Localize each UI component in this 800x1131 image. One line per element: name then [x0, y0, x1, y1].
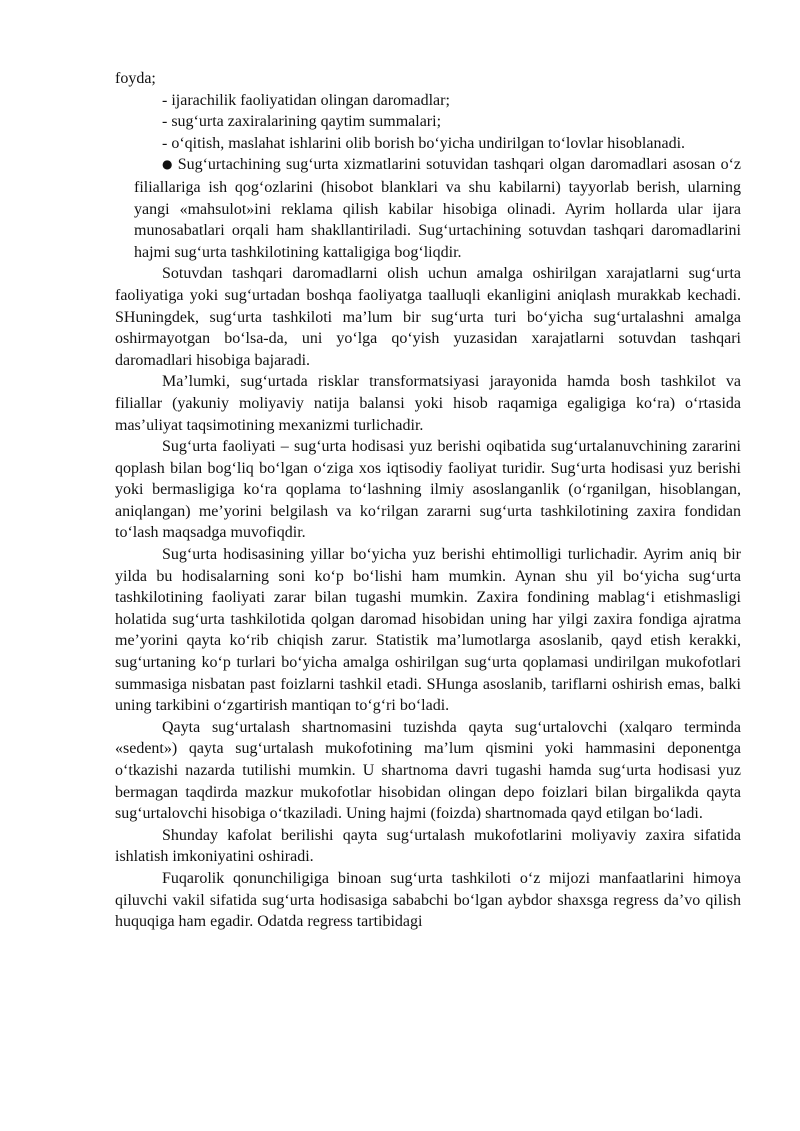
paragraph-risk-transformation: Ma’lumki, sug‘urtada risklar transformatsiyasi jarayonida hamda bosh tashkilot va filiallar (yakuniy moliyaviy natija balansi yoki hisob raqamiga egaligiga ko‘ra) o‘rtasida mas’uliyat taqsimotining mexanizmi turlichadir.: [115, 373, 741, 434]
paragraph-event-probability: Sug‘urta hodisasining yillar bo‘yicha yuz berishi ehtimolligi turlichadir. Ayrim aniq bir yilda bu hodisalarning soni ko‘p bo‘lishi ham mumkin. Aynan shu yil bo‘yicha sug‘urta tashkilotining faoliyati zarar bilan tugashi mumkin. Zaxira fondining mablag‘i etishmasligi holatida sug‘urta tashkilotida qolgan daromad hisobidan uning har yilgi zaxira fondiga ajratma me’yorini qayta ko‘rib chiqish zarur. Statistik ma’lumotlarga asoslanib, qayd etish kerakki, sug‘urtaning ko‘p turlari bo‘yicha amalga oshirilgan sug‘urta qoplamasi undirilgan mukofotlari summasiga nisbatan past foizlarni tashkil etadi. SHunga asoslanib, tariflarni oshirish emas, balki uning tarkibini o‘zgartirish mantiqan to‘g‘ri bo‘ladi.: [115, 546, 741, 715]
paragraph-insurance-activity: Sug‘urta faoliyati – sug‘urta hodisasi yuz berishi oqibatida sug‘urtalanuvchining zararini qoplash bilan bog‘liq bo‘lgan o‘ziga xos iqtisodiy faoliyat turidir. Sug‘urta hodisasi yuz berishi yoki bermasligiga ko‘ra qoplama to‘lashning ilmiy asoslanganlik (o‘rganilgan, hisoblangan, aniqlangan) me’yorini belgilash va ko‘rilgan zararni sug‘urta tashkilotining zaxira fondidan to‘lash maqsadga muvofiqdir.: [115, 438, 741, 542]
paragraph-reinsurance-contract: Qayta sug‘urtalash shartnomasini tuzishda qayta sug‘urtalovchi (xalqaro terminda «sedent») qayta sug‘urtalash mukofotining ma’lum qismini yoki hammasini deponentga o‘tkazishi nazarda tutilishi mumkin. U shartnoma davri tugashi hamda sug‘urta hodisasi yuz bermagan taqdirda mazkur mukofotlar hisobidan olingan depo foizlari bilan birgalikda qayta sug‘urtalovchi hisobiga o‘tkaziladi. Uning hajmi (foizda) shartnomada qayd etilgan bo‘ladi.: [115, 718, 741, 823]
bullet-paragraph: [115, 154, 741, 263]
dash-item-rental-income: - ijarachilik faoliyatidan olingan daromadlar;: [162, 91, 450, 109]
paragraph-guarantee: Shunday kafolat berilishi qayta sug‘urtalash mukofotlarini moliyaviy zaxira sifatida ishlatish imkoniyatini oshiradi.: [115, 826, 741, 866]
document-page: [115, 68, 741, 933]
paragraph-expenses: Sotuvdan tashqari daromadlarni olish uchun amalga oshirilgan xarajatlarni sug‘urta faoliyatiga yoki sug‘urtadan boshqa faoliyatga taalluqli ekanligini aniqlash murakkab kechadi. SHuningdek, sug‘urta tashkiloti ma’lum bir sug‘urta turi bo‘yicha sug‘urtalashni amalga oshirmayotgan bo‘lsa-da, uni yo‘lga qo‘yish yuzasidan xarajatlarni sotuvdan tashqari daromadlari hisobiga bajaradi.: [115, 265, 741, 369]
dash-item-reserve-returns: - sug‘urta zaxiralarining qaytim summalari;: [162, 113, 442, 131]
bullet-icon: ●: [162, 157, 174, 172]
bullet-text: Sug‘urtachining sug‘urta xizmatlarini sotuvidan tashqari olgan daromadlari asosan o‘z filiallariga ish qog‘ozlarini (hisobot blanklari va shu kabilarni) tayyorlab berish, ularning yangi «mahsulot»ini reklama qilish kabilar hisobiga olinadi. Ayrim hollarda ular ijara munosabatlari orqali ham shakllantiriladi. Sug‘urtachining sotuvdan tashqari daromadlarini hajmi sug‘urta tashkilotining kattaligiga bog‘liqdir.: [134, 156, 741, 261]
paragraph-continuation: foyda;: [115, 70, 156, 87]
dash-item-training-fees: - o‘qitish, maslahat ishlarini olib borish bo‘yicha undirilgan to‘lovlar hisoblanadi.: [162, 134, 686, 152]
paragraph-civil-law: Fuqarolik qonunchiligiga binoan sug‘urta tashkiloti o‘z mijozi manfaatlarini himoya qiluvchi vakil sifatida sug‘urta hodisasiga sababchi bo‘lgan aybdor shaxsga regress da’vo qilish huquqiga ham egadir. Odatda regress tartibidagi: [115, 869, 741, 931]
